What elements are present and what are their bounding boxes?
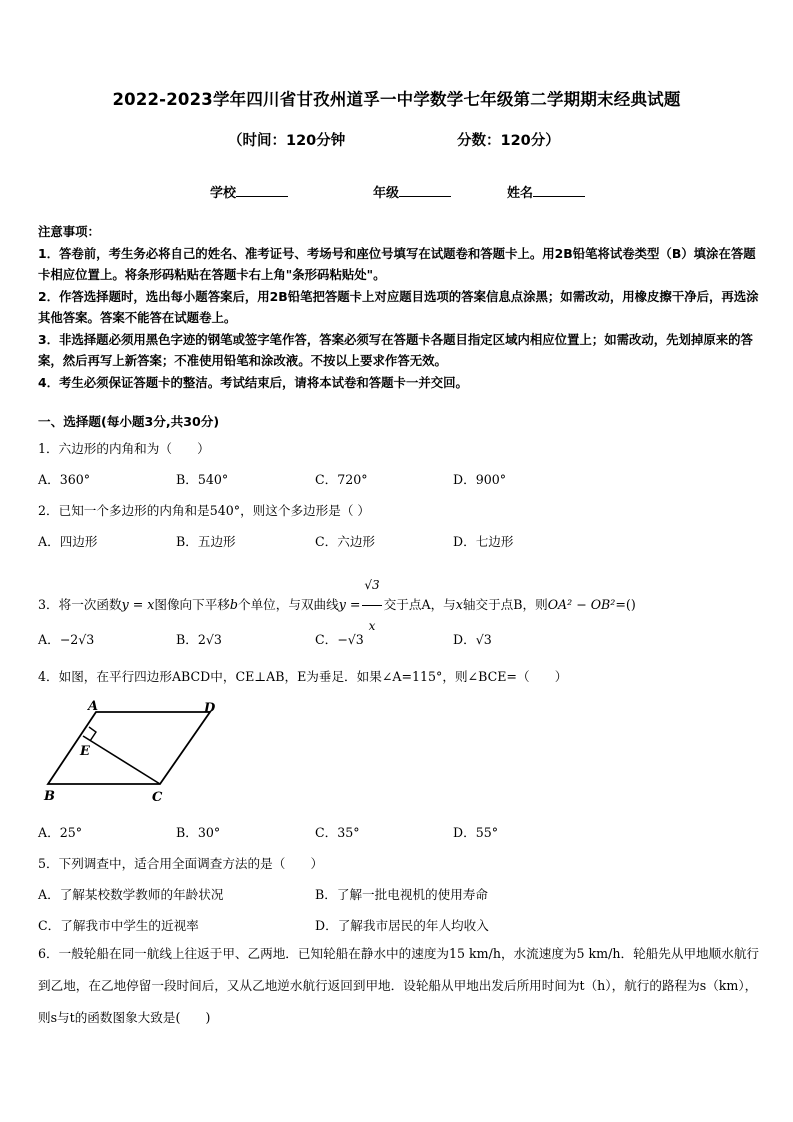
- grade-label: 年级: [373, 186, 400, 201]
- q3-stem: 3．将一次函数y = x图像向下平移b个单位，与双曲线y = $\frac{√3}{x}$ 交于点A，与x轴交于点B，则OA² − OB²=(): [38, 565, 636, 646]
- q3-hyperbola: y =: [338, 597, 361, 612]
- q4-stem: 4．如图，在平行四边形ABCD中，CE⊥AB，E为垂足．如果∠A=115°，则∠BCE=（ ）: [38, 669, 568, 684]
- q1-option-d: D．900°: [453, 472, 507, 487]
- grade-field: [373, 182, 451, 201]
- q3-option-c: C．−√3: [315, 632, 364, 647]
- right-angle-mark: [89, 727, 96, 741]
- name-blank: [533, 185, 585, 197]
- section-heading: 一、选择题(每小题3分,共30分): [38, 414, 220, 429]
- q4-option-a: A．25°: [38, 825, 83, 840]
- notice-item-4: 4．考生必须保证答题卡的整洁。考试结束后，请将本试卷和答题卡一并交回。: [38, 374, 468, 390]
- notice-item-2: 2．作答选择题时，选出每小题答案后，用2B铅笔把答题卡上对应题目选项的答案信息点涂黑；如需改动，用橡皮擦干净后，再选涂其他答案。答案不能答在试题卷上。: [38, 288, 759, 325]
- q2-stem: 2．已知一个多边形的内角和是540°，则这个多边形是（ ）: [38, 503, 371, 518]
- q5-option-d: D．了解我市居民的年人均收入: [315, 918, 489, 933]
- q2-option-d: D．七边形: [453, 534, 514, 549]
- name-field: [507, 182, 585, 201]
- school-field: [210, 182, 288, 201]
- score-label: 分数：120分）: [457, 133, 560, 149]
- q3-option-a: A．−2√3: [38, 632, 95, 647]
- q4-option-c: C．35°: [315, 825, 360, 840]
- q3-var-x: x: [455, 597, 463, 612]
- notice-item-1: 1．答卷前，考生务必将自己的姓名、准考证号、考场号和座位号填写在试题卷和答题卡上。用2B铅笔将试卷类型（B）填涂在答题卡相应位置上。将条形码粘贴在答题卡右上角"条形码粘贴处"。: [38, 245, 756, 282]
- exam-title: 2022-2023学年四川省甘孜州道孚一中学数学七年级第二学期期末经典试题: [112, 90, 681, 109]
- q5-option-a: A．了解某校数学教师的年龄状况: [38, 887, 224, 902]
- label-e: E: [80, 744, 90, 759]
- q3-option-d: D．√3: [453, 632, 492, 647]
- q3-line-eq: y = x: [121, 597, 155, 612]
- notice-block: [38, 221, 760, 393]
- q5-option-b: B．了解一批电视机的使用寿命: [315, 887, 488, 902]
- parallelogram-shape: [48, 712, 210, 784]
- q5-option-c: C．了解我市中学生的近视率: [38, 918, 199, 933]
- q3-option-b: B．2√3: [176, 632, 222, 647]
- notice-item-3: 3．非选择题必须用黑色字迹的钢笔或签字笔作答，答案必须写在答题卡各题目指定区域内相应位置上；如需改动，先划掉原来的答案，然后再写上新答案；不准使用铅笔和涂改液。不按以上要求作答无效。: [38, 331, 753, 368]
- q1-stem: 1．六边形的内角和为（ ）: [38, 441, 210, 456]
- q1-option-a: A．360°: [38, 472, 91, 487]
- q3-fraction: $\frac{√3}{x}$: [362, 565, 381, 646]
- label-a: A: [88, 699, 99, 714]
- time-label: （时间：120分钟: [228, 133, 346, 149]
- school-label: 学校: [210, 186, 237, 201]
- school-blank: [236, 185, 288, 197]
- q6-stem: 6．一般轮船在同一航线上往返于甲、乙两地．已知轮船在静水中的速度为15 km/h，水流速度为5 km/h．轮船先从甲地顺水航行到乙地，在乙地停留一段时间后，又从乙地逆水航行返回到甲地．设轮船从甲地出发后所用时间为t（h），航行的路程为s（km），则s与t的函数图象大致是( ): [38, 946, 760, 1025]
- q2-option-a: A．四边形: [38, 534, 98, 549]
- label-c: C: [152, 790, 163, 805]
- parallelogram-figure: [38, 698, 228, 808]
- q1-option-c: C．720°: [315, 472, 368, 487]
- q3-expression: OA² − OB²: [547, 597, 616, 612]
- segment-ce: [83, 736, 160, 784]
- name-label: 姓名: [507, 186, 534, 201]
- q2-option-b: B．五边形: [176, 534, 236, 549]
- q4-option-d: D．55°: [453, 825, 499, 840]
- q4-option-b: B．30°: [176, 825, 221, 840]
- notice-heading: 注意事项：: [38, 224, 100, 239]
- q5-stem: 5．下列调查中，适合用全面调查方法的是（ ）: [38, 856, 324, 871]
- q2-option-c: C．六边形: [315, 534, 376, 549]
- q3-var-b: b: [229, 597, 238, 612]
- label-d: D: [204, 701, 216, 716]
- grade-blank: [399, 185, 451, 197]
- q1-option-b: B．540°: [176, 472, 229, 487]
- label-b: B: [44, 789, 55, 804]
